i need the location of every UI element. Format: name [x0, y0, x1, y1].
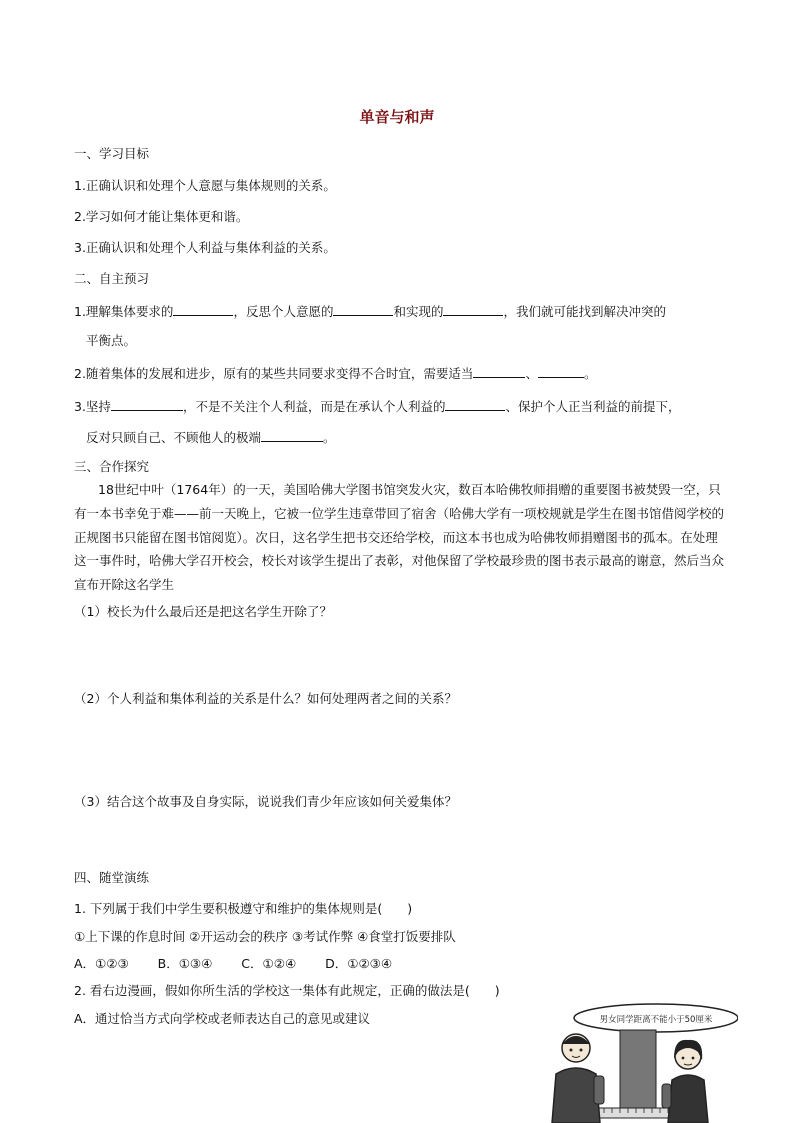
goal-item-2: 2.学习如何才能让集体更和谐。	[74, 209, 249, 224]
practice-question-1-items: ①上下课的作息时间 ②开运动会的秩序 ③考试作弊 ④食堂打饭要排队	[74, 929, 456, 944]
preview-question-3-cont	[86, 427, 336, 447]
preview-question-1-cont: 平衡点。	[86, 333, 137, 348]
page-title: 单音与和声	[359, 108, 435, 126]
practice-question-1: 1. 下列属于我们中学生要积极遵守和维护的集体规则是( )	[74, 901, 413, 916]
practice-question-1-options: A．①②③ B．①③④ C．①②④ D．①②③④	[74, 956, 393, 971]
text-fragment: 、	[525, 366, 538, 381]
explore-question-3: （3）结合这个故事及自身实际，说说我们青少年应该如何关爱集体？	[74, 794, 457, 809]
fill-blank[interactable]	[473, 363, 525, 378]
section-heading-goals: 一、学习目标	[74, 146, 150, 161]
fill-blank[interactable]	[445, 396, 505, 411]
text-fragment: 反对只顾自己、不顾他人的极端	[86, 430, 262, 445]
text-fragment: ，不是不关注个人利益，而是在承认个人利益的	[182, 399, 446, 414]
boy-figure	[552, 1034, 604, 1123]
cartoon-illustration	[538, 1000, 738, 1123]
goal-item-3: 3.正确认识和处理个人利益与集体利益的关系。	[74, 240, 336, 255]
section-heading-practice: 四、随堂演练	[74, 870, 150, 885]
text-fragment: ，我们就可能找到解决冲突的	[503, 304, 666, 319]
fill-blank[interactable]	[111, 396, 183, 411]
girl-figure	[662, 1040, 708, 1123]
fill-blank[interactable]	[333, 301, 393, 316]
practice-question-2-option-a: A．通过恰当方式向学校或老师表达自己的意见或建议	[74, 1011, 371, 1026]
text-fragment: 。	[323, 430, 336, 445]
section-heading-explore: 三、合作探究	[74, 459, 150, 474]
explore-question-1: （1）校长为什么最后还是把这名学生开除了？	[74, 604, 332, 619]
preview-question-3	[74, 396, 680, 416]
fill-blank[interactable]	[173, 301, 233, 316]
text-fragment: 2.随着集体的发展和进步，原有的某些共同要求变得不合时宜，需要适当	[74, 366, 474, 381]
goal-item-1: 1.正确认识和处理个人意愿与集体规则的关系。	[74, 178, 336, 193]
text-fragment: 3.坚持	[74, 399, 111, 414]
fill-blank[interactable]	[443, 301, 503, 316]
explore-question-2: （2）个人利益和集体利益的关系是什么？如何处理两者之间的关系？	[74, 691, 457, 706]
text-fragment: 和实现的	[393, 304, 444, 319]
practice-question-2: 2. 看右边漫画，假如你所生活的学校这一集体有此规定，正确的做法是( )	[74, 983, 500, 998]
text-fragment: ，反思个人意愿的	[233, 304, 334, 319]
preview-question-2	[74, 363, 596, 383]
preview-question-1	[74, 301, 666, 321]
fill-blank[interactable]	[538, 363, 584, 378]
text-fragment: 、保护个人正当利益的前提下，	[505, 399, 681, 414]
section-heading-preview: 二、自主预习	[74, 271, 150, 286]
cartoon-caption: 男女同学距离不能小于50厘米	[599, 1015, 713, 1025]
story-paragraph: 18世纪中叶（1764年）的一天，美国哈佛大学图书馆突发火灾，数百本哈佛牧师捐赠的重要图书被焚毁一空，只有一本书幸免于难——前一天晚上，它被一位学生违章带回了宿舍（哈佛大学有一项校规就是学生在图书馆借阅学校的正规图书只能留在图书馆阅览）。次日，这名学生把书交还给学校，而这本书也成为哈佛牧师捐赠图书的孤本。在处理这一事件时，哈佛大学召开校会，校长对该学生提出了表彰，对他保留了学校最珍贵的图书表示最高的谢意，然后当众宣布开除这名学生	[74, 482, 725, 593]
text-fragment: 1.理解集体要求的	[74, 304, 174, 319]
text-fragment: 。	[583, 366, 597, 381]
fill-blank[interactable]	[261, 427, 323, 442]
speech-bubble	[574, 1004, 738, 1032]
